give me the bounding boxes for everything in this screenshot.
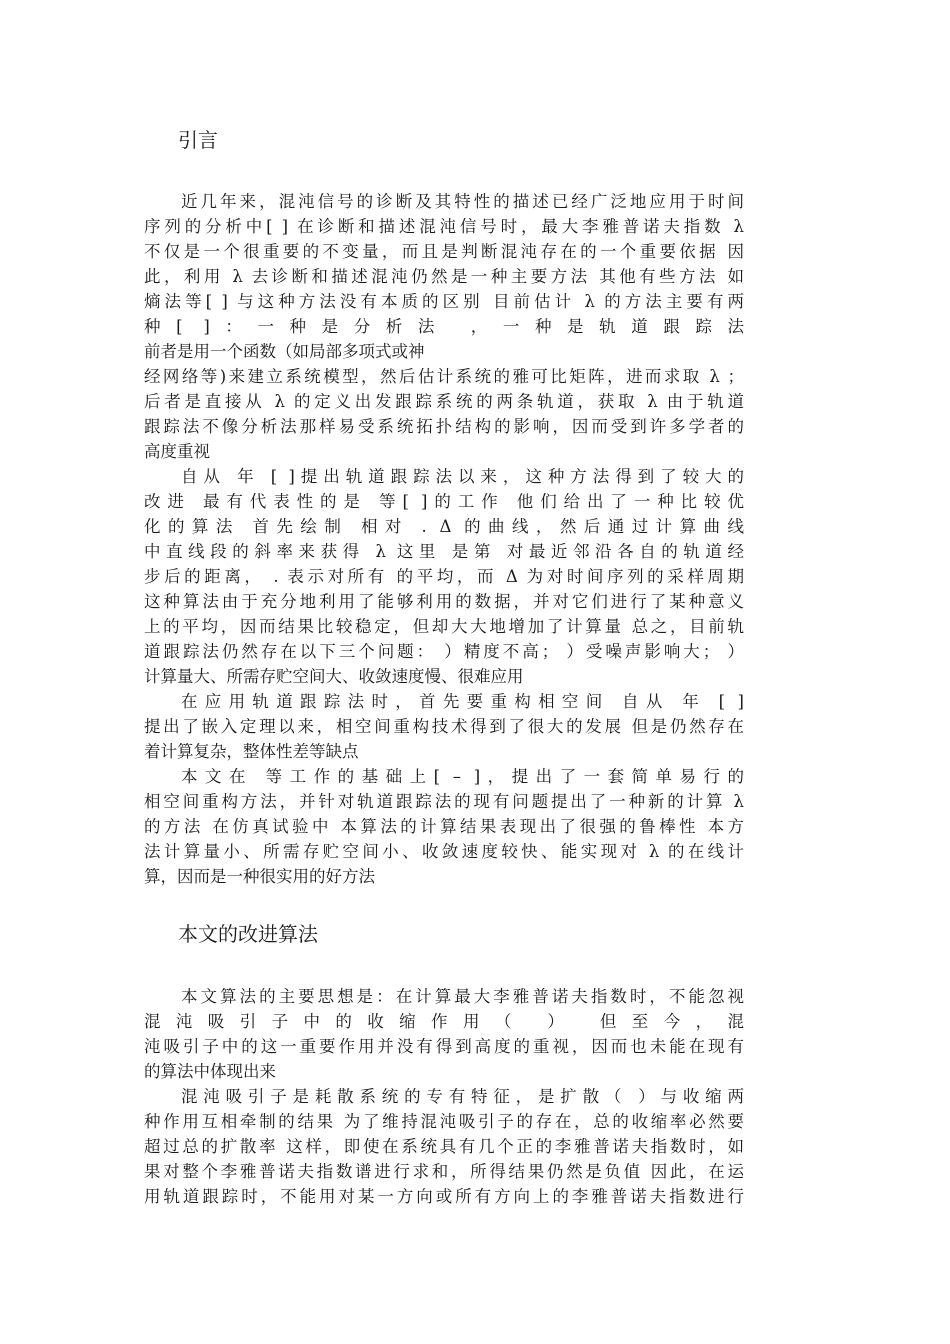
text-line: 熵法等[ ] 与这种方法没有本质的区别 目前估计 λ 的方法主要有两 [144, 292, 744, 311]
text-line: 本文算法的主要思想是：在计算最大李雅普诺夫指数时，不能忽视 [181, 987, 744, 1006]
text-line: 在应用轨道跟踪法时，首先要重构相空间 自从 年 [ ] [181, 692, 744, 711]
text-line: 此，利用 λ 去诊断和描述混沌仍然是一种主要方法 其他有些方法 如 [144, 267, 744, 286]
text-line: 前者是用一个函数（如局部多项式或神 [144, 342, 425, 361]
text-line: 经网络等)来建立系统模型，然后估计系统的雅可比矩阵，进而求取 λ ； [144, 367, 744, 386]
section-heading-method: 本文的改进算法 [178, 922, 318, 946]
text-line: 算，因而是一种很实用的好方法 [144, 867, 375, 886]
text-line: 计算量大、所需存贮空间大、收敛速度慢、很难应用 [144, 667, 524, 686]
text-line: 不仅是一个很重要的不变量，而且是判断混沌存在的一个重要依据 因 [144, 242, 744, 261]
text-line: 近几年来，混沌信号的诊断及其特性的描述已经广泛地应用于时间 [181, 192, 744, 211]
text-line: 相空间重构方法，并针对轨道跟踪法的现有问题提出了一种新的计算 λ [144, 792, 744, 811]
text-line: 跟踪法不像分析法那样易受系统拓扑结构的影响，因而受到许多学者的 [144, 417, 744, 436]
text-line: 着计算复杂，整体性差等缺点 [144, 742, 359, 761]
text-line: 步后的距离， . 表示对所有 的平均，而 Δ 为对时间序列的采样周期 [144, 567, 744, 586]
text-line: 提出了嵌入定理以来，相空间重构技术得到了很大的发展 但是仍然存在 [144, 717, 744, 736]
text-line: 改进 最有代表性的是 等[ ]的工作 他们给出了一种比较优 [144, 492, 744, 511]
text-line: 沌吸引子中的这一重要作用并没有得到高度的重视，因而也未能在现有 [144, 1037, 744, 1056]
text-line: 种[ ]：一种是分析法 ，一种是轨道跟踪法 [144, 317, 744, 336]
text-line: 用轨道跟踪时，不能用对某一方向或所有方向上的李雅普诺夫指数进行 [144, 1187, 744, 1206]
text-line: 本文在 等工作的基础上[ – ]，提出了一套简单易行的 [181, 767, 744, 786]
text-line: 序列的分析中[ ] 在诊断和描述混沌信号时，最大李雅普诺夫指数 λ [144, 217, 744, 236]
text-line: 上的平均，因而结果比较稳定，但却大大地增加了计算量 总之，目前轨 [144, 617, 744, 636]
text-line: 的方法 在仿真试验中 本算法的计算结果表现出了很强的鲁棒性 本方 [144, 817, 744, 836]
text-line: 的算法中体现出来 [144, 1062, 276, 1081]
text-line: 混沌吸引子中的收缩作用（ ） 但至今，混 [144, 1012, 744, 1031]
text-line: 法计算量小、所需存贮空间小、收敛速度较快、能实现对 λ 的在线计 [144, 842, 744, 861]
text-line: 种作用互相牵制的结果 为了维持混沌吸引子的存在，总的收缩率必然要 [144, 1112, 744, 1131]
text-line: 果对整个李雅普诺夫指数谱进行求和，所得结果仍然是负值 因此，在运 [144, 1162, 744, 1181]
section-heading-intro: 引言 [178, 128, 218, 152]
text-line: 中直线段的斜率来获得 λ 这里 是第 对最近邻沿各自的轨道经 [144, 542, 744, 561]
text-line: 这种算法由于充分地利用了能够利用的数据，并对它们进行了某种意义 [144, 592, 744, 611]
text-line: 超过总的扩散率 这样，即使在系统具有几个正的李雅普诺夫指数时，如 [144, 1137, 744, 1156]
text-line: 化的算法 首先绘制 相对 . Δ 的曲线，然后通过计算曲线 [144, 517, 744, 536]
text-line: 道跟踪法仍然存在以下三个问题： ）精度不高； ）受噪声影响大； ） [144, 642, 744, 661]
text-line: 混沌吸引子是耗散系统的专有特征，是扩散（ ）与收缩两 [181, 1087, 744, 1106]
text-line: 高度重视 [144, 442, 210, 461]
text-line: 后者是直接从 λ 的定义出发跟踪系统的两条轨道，获取 λ 由于轨道 [144, 392, 744, 411]
text-line: 自从 年 [ ]提出轨道跟踪法以来，这种方法得到了较大的 [181, 467, 744, 486]
